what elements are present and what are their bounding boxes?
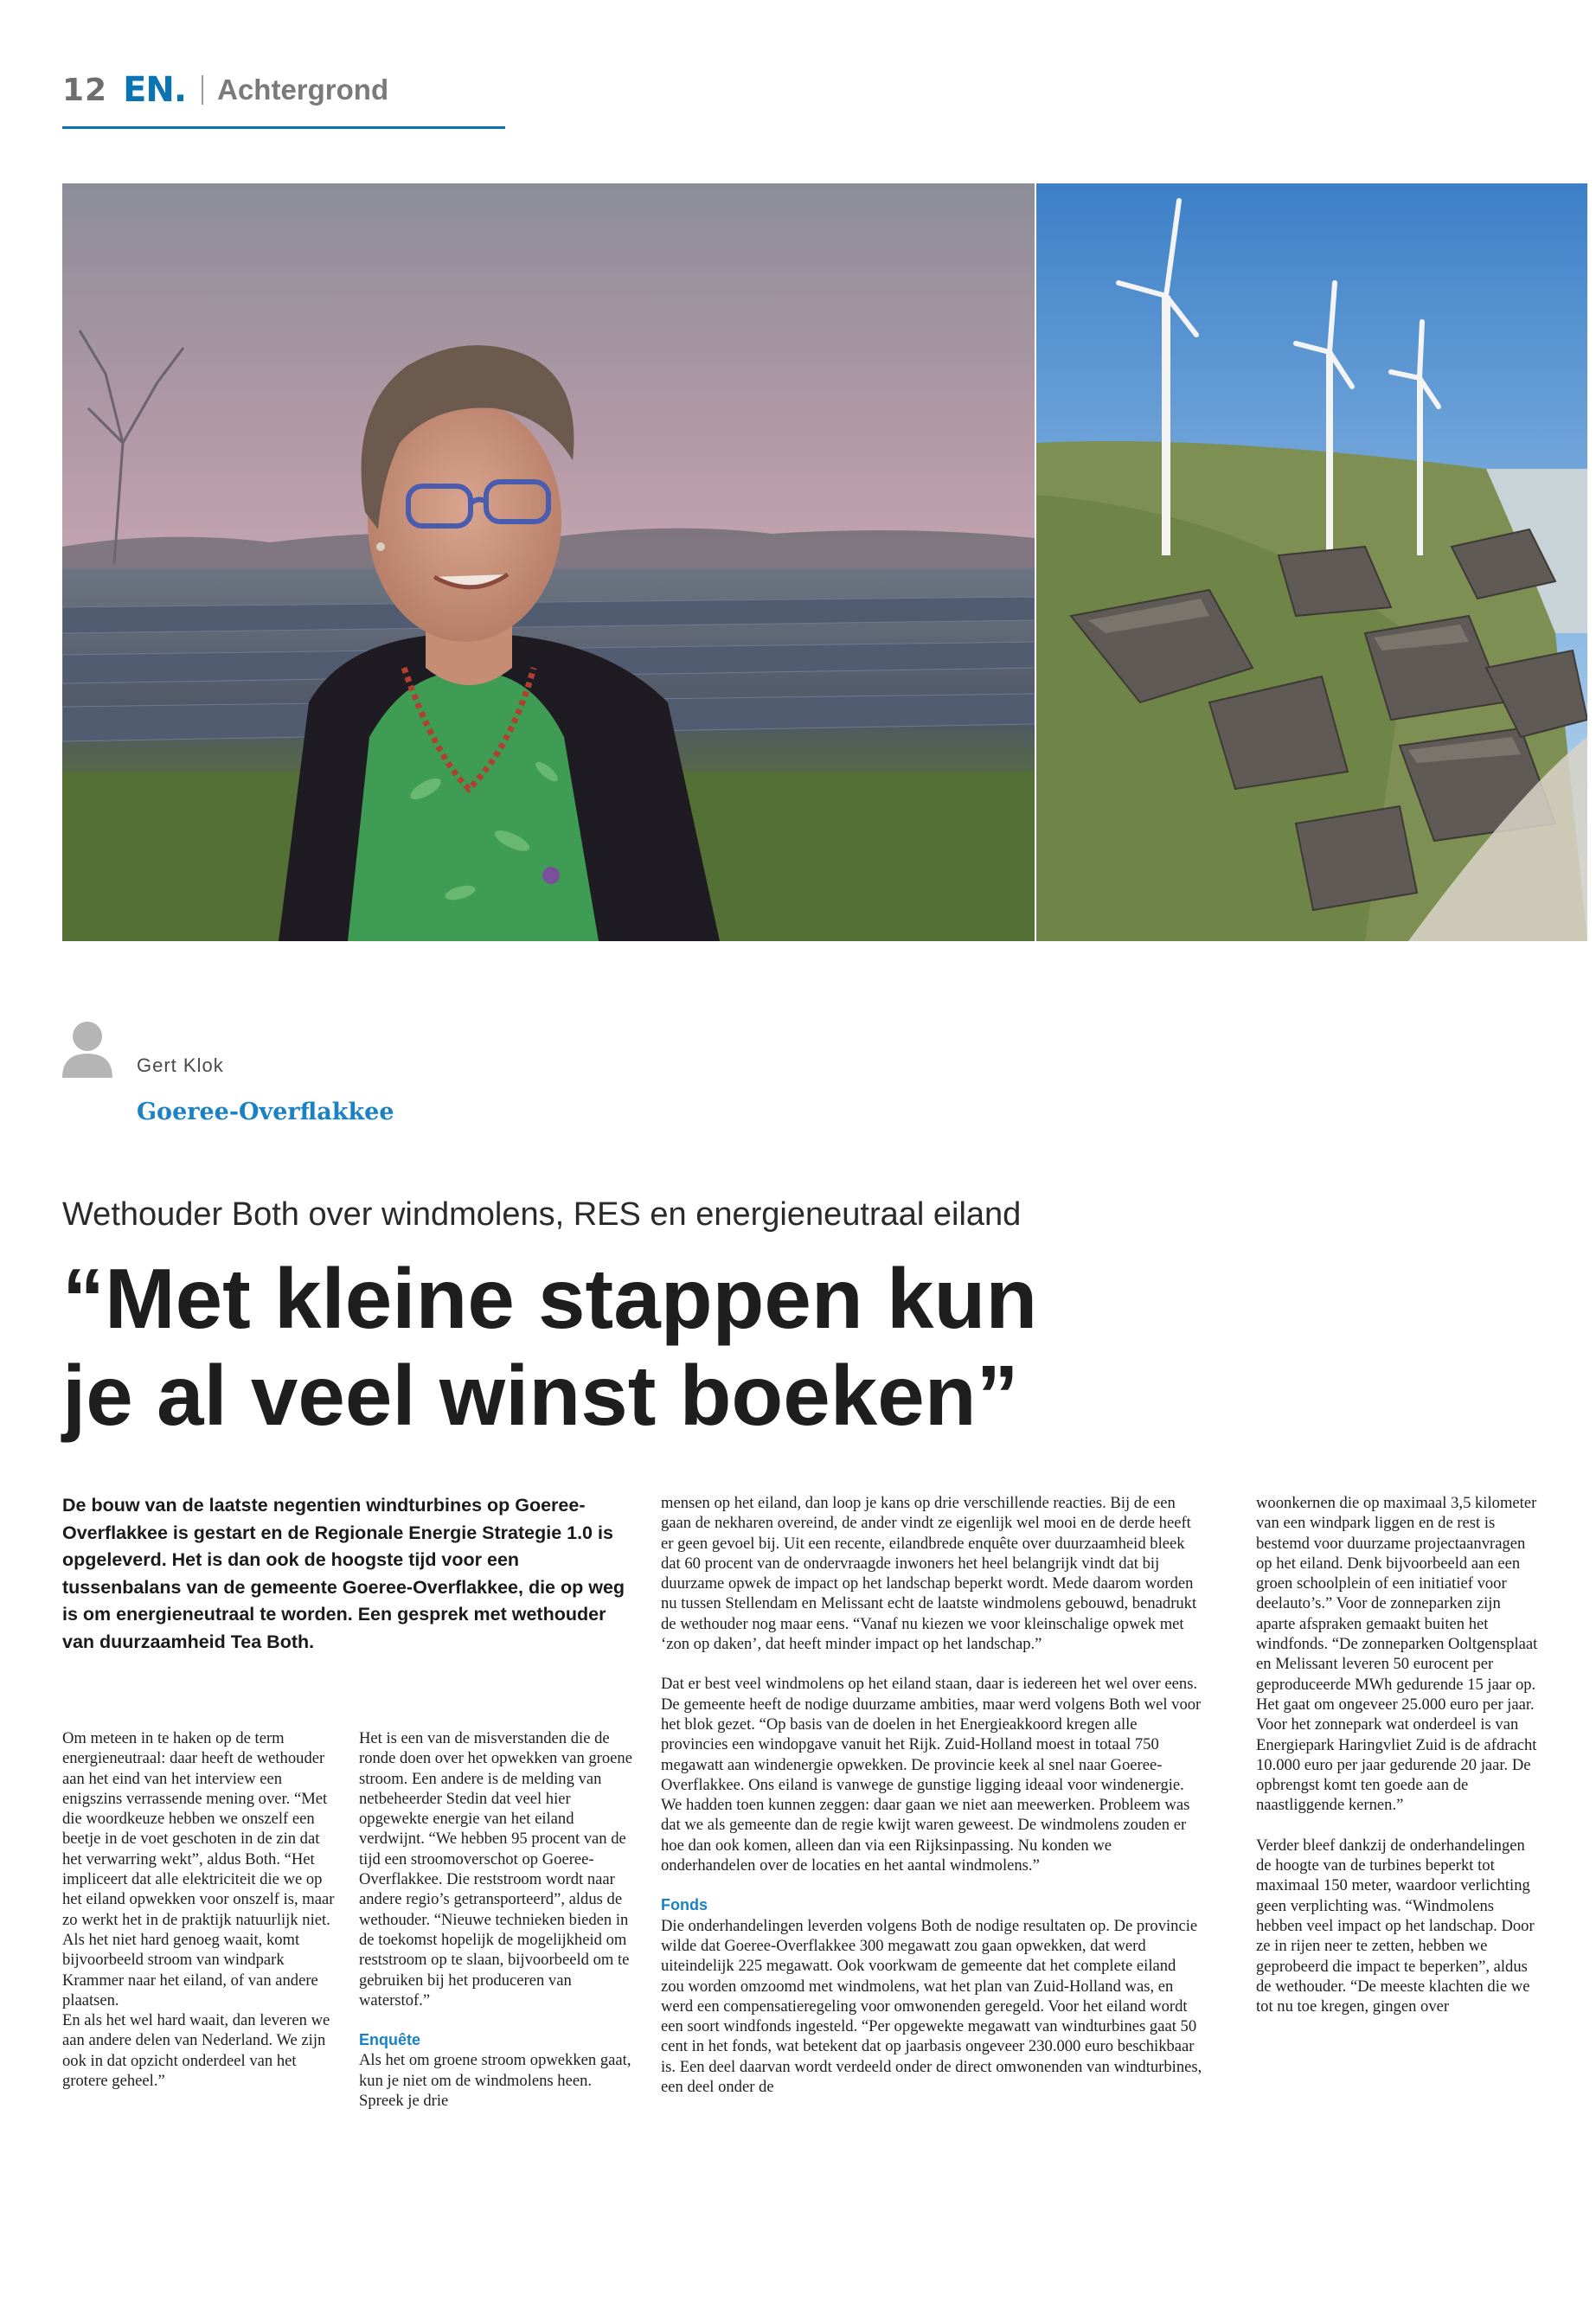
body-paragraph: Het is een van de misverstanden die de ronde doen over het opwekken van groene stroom. Een andere is de melding van netbeheerder Stedin dat veel hier opgewekte energie van het eiland verdwijnt. “We hebben 95 procent van de tijd een stroomoverschot op Goeree-Overflakkee. Die reststroom wordt naar andere regio’s getransporteerd”, aldus de wethouder. “Nieuwe technieken bieden in de toekomst hopelijk de mogelijkheid om reststroom op te slaan, bijvoorbeeld om te gebruiken bij het produceren van waterstof.” xyxy=(359,1729,632,2009)
article-headline xyxy=(62,1250,1256,1444)
body-paragraph: Die onderhandelingen leverden volgens Both de nodige resultaten op. De provincie wilde dat Goeree-Overflakkee 300 megawatt zou gaan opwekken, dat werd uiteindelijk 225 megawatt. Ook voorkwam de gemeente dat het complete eiland zou worden omzoomd met windmolens, wat het plan van Zuid-Holland was, en werd een compensatieregeling voor omwonenden geregeld. Voor het eiland wordt een soort windfonds ingesteld. “Per opgewekte megawatt van windturbines gaat 50 cent in het fonds, wat betekent dat op jaarbasis ongeveer 230.000 euro beschikbaar is. Een deel daarvan wordt verdeeld onder de direct omwonenden van windturbines, een deel onder de xyxy=(661,1916,1202,2097)
body-paragraph: Om meteen in te haken op de term energieneutraal: daar heeft de wethouder aan het eind van het interview een enigszins verrassende mening over. “Met die woordkeuze hebben we onszelf een beetje in de voet geschoten in de zin dat het verwarring wekt”, aldus Both. “Het impliceert dat alle elektriciteit die we op het eiland opwekken voor onszelf is, maar zo werkt het in de praktijk natuurlijk niet. xyxy=(62,1729,335,1929)
body-paragraph: Dat er best veel windmolens op het eiland staan, daar is iedereen het wel over eens. De gemeente heeft de nodige duurzame ambities, maar werd volgens Both wel voor het blok gezet. “Op basis van de doelen in het Energieakkoord kregen alle provincies een windopgave vanuit het Rijk. Zuid-Holland moest in totaal 750 megawatt aan windenergie opwekken. De provincie keek al snel naar Goeree-Overflakkee. Ons eiland is vanwege de gunstige ligging ideaal voor windenergie. We hadden toen kunnen zeggen: daar gaan we niet aan meewerken. Probleem was dat we als gemeente dan de regie kwijt waren geweest. De windmolens zouden er hoe dan ook komen, alleen dan via een Rijksinpassing. Nu konden we onderhandelen over de locaties en het aantal windmolens.” xyxy=(661,1675,1202,1875)
headline-line-1: “Met kleine stappen kun xyxy=(62,1251,1038,1346)
body-paragraph: Als het om groene stroom opwekken gaat, kun je niet om de windmolens heen. Spreek je drie xyxy=(359,2051,631,2111)
headline-line-2: je al veel winst boeken” xyxy=(62,1348,1019,1443)
body-paragraph: Als het niet hard genoeg waait, komt bijvoorbeeld stroom van windpark Krammer naar het eiland, of van andere plaatsen. xyxy=(62,1930,318,2009)
body-paragraph: mensen op het eiland, dan loop je kans op drie verschillende reacties. Bij de een gaan de nekharen overeind, de ander vindt ze eigenlijk wel mooi en de derde heeft er geen gevoel bij. Uit een recente, eilandbrede enquête over duurzaamheid bleek dat 60 procent van de ondervraagde inwoners het heel belangrijk vindt dat bij duurzame opwek de impact op het landschap beperkt wordt. Mede daarom worden nu tussen Stellendam en Melissant echt de laatste windmolens gebouwd, benadrukt de wethouder nog maar eens. “Vanaf nu kiezen we voor kleinschalige opwek met ‘zon op daken’, dat heeft minder impact op het landschap.” xyxy=(661,1494,1197,1654)
portrait-photo-art xyxy=(62,183,1035,941)
body-column-3 xyxy=(661,1493,1202,2097)
article-subtitle: Wethouder Both over windmolens, RES en energieneutraal eiland xyxy=(62,1196,1022,1233)
page-number: 12 xyxy=(62,72,108,108)
subhead-enquete: Enquête xyxy=(359,2031,421,2049)
portrait-photo xyxy=(62,183,1035,941)
body-column-4 xyxy=(1256,1493,1542,2016)
page-header xyxy=(62,67,388,112)
subhead-fonds: Fonds xyxy=(661,1896,708,1914)
section-label: Achtergrond xyxy=(217,74,389,106)
windmill-landscape-art xyxy=(1036,183,1587,941)
article-lead: De bouw van de laatste negentien windturbines op Goeree-Overflakkee is gestart en de Regionale Energie Strategie 1.0 is opgeleverd. Het is dan ook de hoogste tijd voor een tussenbalans van de gemeente Goeree-Overflakkee, die op weg is om energieneutraal te worden. Een gesprek met wethouder van duurzaamheid Tea Both. xyxy=(62,1495,625,1652)
header-separator xyxy=(202,75,203,105)
body-paragraph: woonkernen die op maximaal 3,5 kilometer van een windpark liggen en de rest is bestemd voor duurzame projectaanvragen op het eiland. Denk bijvoorbeeld aan een groen schoolplein of een initiatief voor deelauto’s.” Voor de zonneparken zijn aparte afspraken gemaakt buiten het windfonds. “De zonneparken Ooltgensplaat en Melissant leveren 50 eurocent per geproduceerde MWh gedurende 15 jaar op. Het gaat om ongeveer 25.000 euro per jaar. Voor het zonnepark wat onderdeel is van Energiepark Haringvliet Zuid is de afdracht 10.000 euro per jaar gedurende 20 jaar. De opbrengst komt ten goede aan de naastliggende kernen.” xyxy=(1256,1494,1538,1815)
author-avatar-icon xyxy=(62,1019,112,1078)
body-paragraph: En als het wel hard waait, dan leveren we aan andere delen van Nederland. We zijn ook in dat opzicht onderdeel van het grotere geheel.” xyxy=(62,2011,330,2091)
header-rule xyxy=(62,126,505,129)
body-column-1 xyxy=(62,1728,337,2091)
body-column-2 xyxy=(359,1728,634,2111)
body-paragraph: Verder bleef dankzij de onderhandelingen de hoogte van de turbines beperkt tot maximaal 150 meter, waardoor verlichting geen verplichting was. “Windmolens hebben veel impact op het landschap. Door ze in rijen neer te zetten, hebben we geprobeerd die impact te beperken”, aldus de wethouder. “De meeste klachten die we tot nu toe kregen, gingen over xyxy=(1256,1836,1535,2016)
newspaper-logo: EN. xyxy=(123,70,187,110)
author-name: Gert Klok xyxy=(137,1054,224,1076)
windmill-landscape-photo xyxy=(1036,183,1587,941)
location-label: Goeree-Overflakkee xyxy=(137,1099,394,1125)
